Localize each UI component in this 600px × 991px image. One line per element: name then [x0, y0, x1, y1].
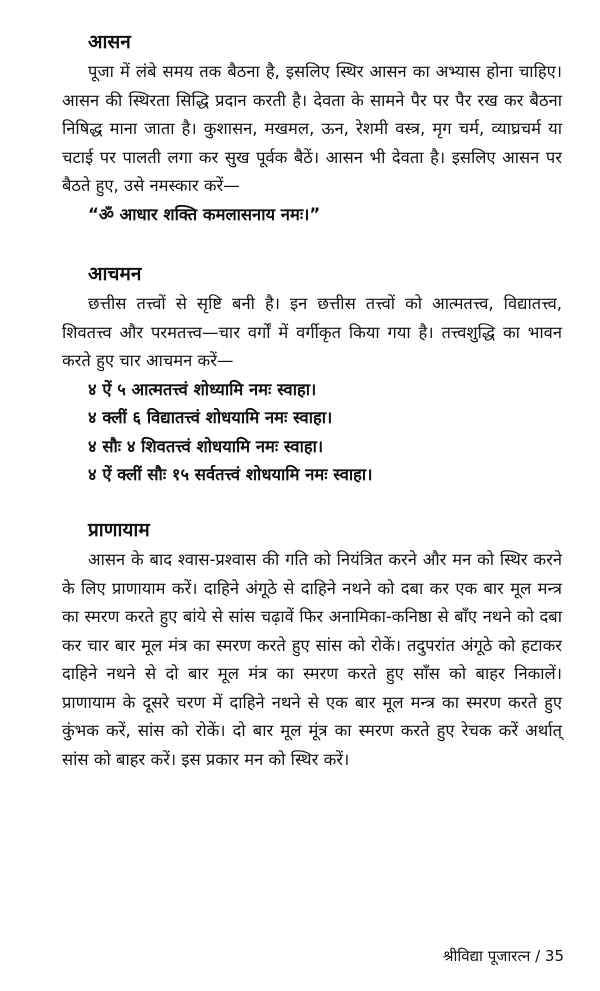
mantra-line: ४ ऐं ५ आत्मतत्त्वं शोध्यामि नमः स्वाहा।: [88, 379, 317, 399]
section-pranayam: [62, 518, 562, 774]
section-heading: आचमन: [88, 263, 142, 285]
mantra-line: ४ क्लीं ६ विद्यातत्त्वं शोधयामि नमः स्वाहा।: [88, 408, 333, 427]
section-asan: [62, 30, 562, 229]
mantra-line: ४ सौः ४ शिवतत्त्वं शोधयामि नमः स्वाहा।: [88, 436, 324, 456]
section-heading: प्राणायाम: [88, 519, 150, 541]
mantra-line: ४ ऐं क्लीं सौः १५ सर्वतत्त्वं शोधयामि नमः स्वाहा।: [88, 465, 373, 484]
section-paragraph: छत्तीस तत्त्वों से सृष्टि बनी है। इन छत्तीस तत्त्वों को आत्मतत्त्व, विद्यातत्त्व, शिवतत्त्व और परमतत्त्व—चार वर्गों में वर्गीकृत किया गया है। तत्त्वशुद्धि का भावन करते हुए चार आचमन करें—: [62, 294, 562, 370]
section-achaman: [62, 262, 562, 490]
page-footer: श्रीविद्या पूजारत्न / 35: [442, 947, 564, 965]
section-heading: आसन: [88, 31, 131, 53]
section-paragraph: पूजा में लंबे समय तक बैठना है, इसलिए स्थिर आसन का अभ्यास होना चाहिए। आसन की स्थिरता सिद्धि प्रदान करती है। देवता के सामने पैर पर पैर रख कर बैठना निषिद्ध माना जाता है। कुशासन, मखमल, ऊन, रेशमी वस्त्र, मृग चर्म, व्याघ्रचर्म या चटाई पर पालती लगा कर सुख पूर्वक बैठें। आसन भी देवता है। इसलिए आसन पर बैठते हुए, उसे नमस्कार करें—: [62, 62, 562, 195]
section-paragraph: आसन के बाद श्वास-प्रश्वास की गति को नियंत्रित करने और मन को स्थिर करने के लिए प्राणायाम करें। दाहिने अंगूठे से दाहिने नथने को दबा कर एक बार मूल मन्त्र का स्मरण करते हुए बांये से सांस चढ़ावें फिर अनामिका-कनिष्ठा से बाँए नथने को दबा कर चार बार मूल मंत्र का स्मरण करते हुए सांस को रोकें। तदुपरांत अंगूठे को हटाकर दाहिने नथने से दो बार मूल मंत्र का स्मरण करते हुए साँस को बाहर निकालें। प्राणायाम के दूसरे चरण में दाहिने नथने से एक बार मूल मन्त्र का स्मरण करते हुए कुंभक करें, सांस को रोकें। दो बार मूल मूंत्र का स्मरण करते हुए रेचक करें अर्थात् सांस को बाहर करें। इस प्रकार मन को स्थिर करें।: [62, 550, 562, 769]
mantra-line: “ॐ आधार शक्ति कमलासनाय नमः।”: [88, 204, 321, 224]
